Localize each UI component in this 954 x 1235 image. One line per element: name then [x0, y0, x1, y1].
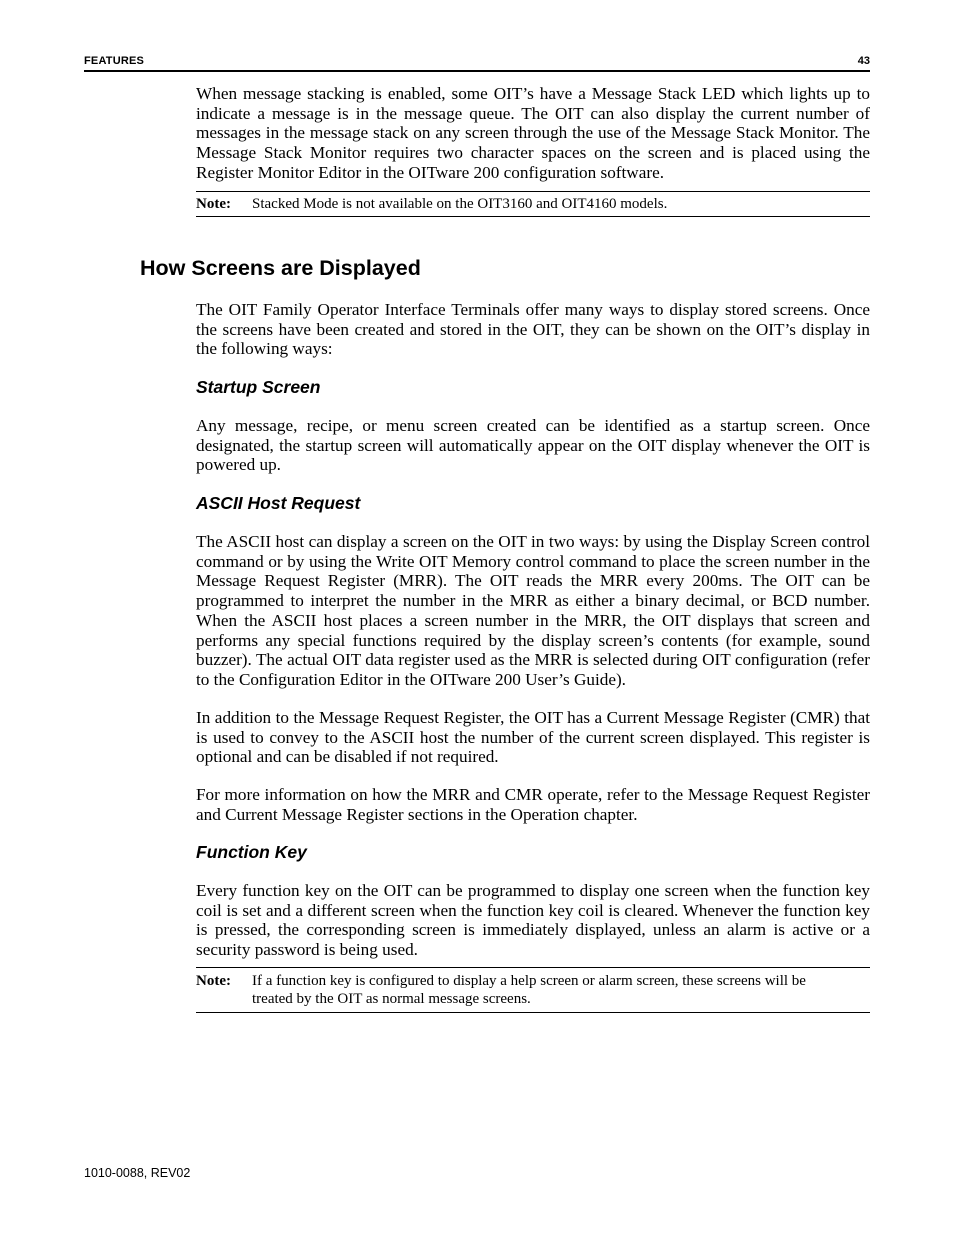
note-text: If a function key is configured to display a help screen or alarm screen, these screens will be treated by the OIT as normal message screens.	[252, 973, 806, 1007]
note-function-key	[196, 967, 870, 1013]
note-stacked-mode	[196, 191, 870, 217]
ascii-host-request-heading: ASCII Host Request	[196, 493, 361, 513]
function-key-heading: Function Key	[196, 842, 307, 862]
intro-paragraph: When message stacking is enabled, some OIT’s have a Message Stack LED which lights up to indicate a message is in the message queue. The OIT can also display the current number of messages in the message stack on any screen through the use of the Message Stack Monitor. The Message Stack Monitor requires two character spaces on the screen and is placed using the Register Monitor Editor in the OITware 200 configuration software.	[196, 84, 870, 182]
footer-doc-id: 1010-0088, REV02	[84, 1166, 191, 1180]
note-label: Note:	[196, 196, 231, 212]
header-page-number: 43	[857, 55, 870, 67]
section-intro: The OIT Family Operator Interface Terminals offer many ways to display stored screens. Once the screens have been created and stored in the OIT, they can be shown on the OIT’s display in the following ways:	[196, 300, 870, 359]
page-header	[84, 55, 870, 71]
ascii-paragraph-3: For more information on how the MRR and CMR operate, refer to the Message Request Register and Current Message Register sections in the Operation chapter.	[196, 785, 870, 824]
function-key-paragraph: Every function key on the OIT can be programmed to display one screen when the function key coil is set and a different screen when the function key coil is cleared. Whenever the function key is pressed, the corresponding screen is immediately displayed, unless an alarm is active or a security password is being used.	[196, 881, 870, 960]
startup-screen-heading: Startup Screen	[196, 377, 321, 397]
section-title: How Screens are Displayed	[140, 256, 421, 280]
note-text: Stacked Mode is not available on the OIT3160 and OIT4160 models.	[252, 196, 668, 212]
header-rule	[84, 70, 870, 72]
startup-screen-paragraph: Any message, recipe, or menu screen created can be identified as a startup screen. Once designated, the startup screen will automatically appear on the OIT display whenever the OIT is powered up.	[196, 416, 870, 475]
ascii-paragraph-2: In addition to the Message Request Register, the OIT has a Current Message Register (CMR) that is used to convey to the ASCII host the number of the current screen displayed. This register is optional and can be disabled if not required.	[196, 708, 870, 767]
ascii-paragraph-1: The ASCII host can display a screen on the OIT in two ways: by using the Display Screen control command or by using the Write OIT Memory control command to place the screen number in the Message Request Register (MRR). The OIT reads the MRR every 200ms. The OIT can be programmed to interpret the number in the MRR as either a binary decimal, or BCD number. When the ASCII host places a screen number in the MRR, the OIT displays that screen and performs any special functions required by the display screen’s contents (for example, sound buzzer). The actual OIT data register used as the MRR is selected during OIT configuration (refer to the Configuration Editor in the OITware 200 User’s Guide).	[196, 532, 870, 689]
note-label: Note:	[196, 973, 231, 989]
header-section-title: FEATURES	[84, 55, 145, 67]
